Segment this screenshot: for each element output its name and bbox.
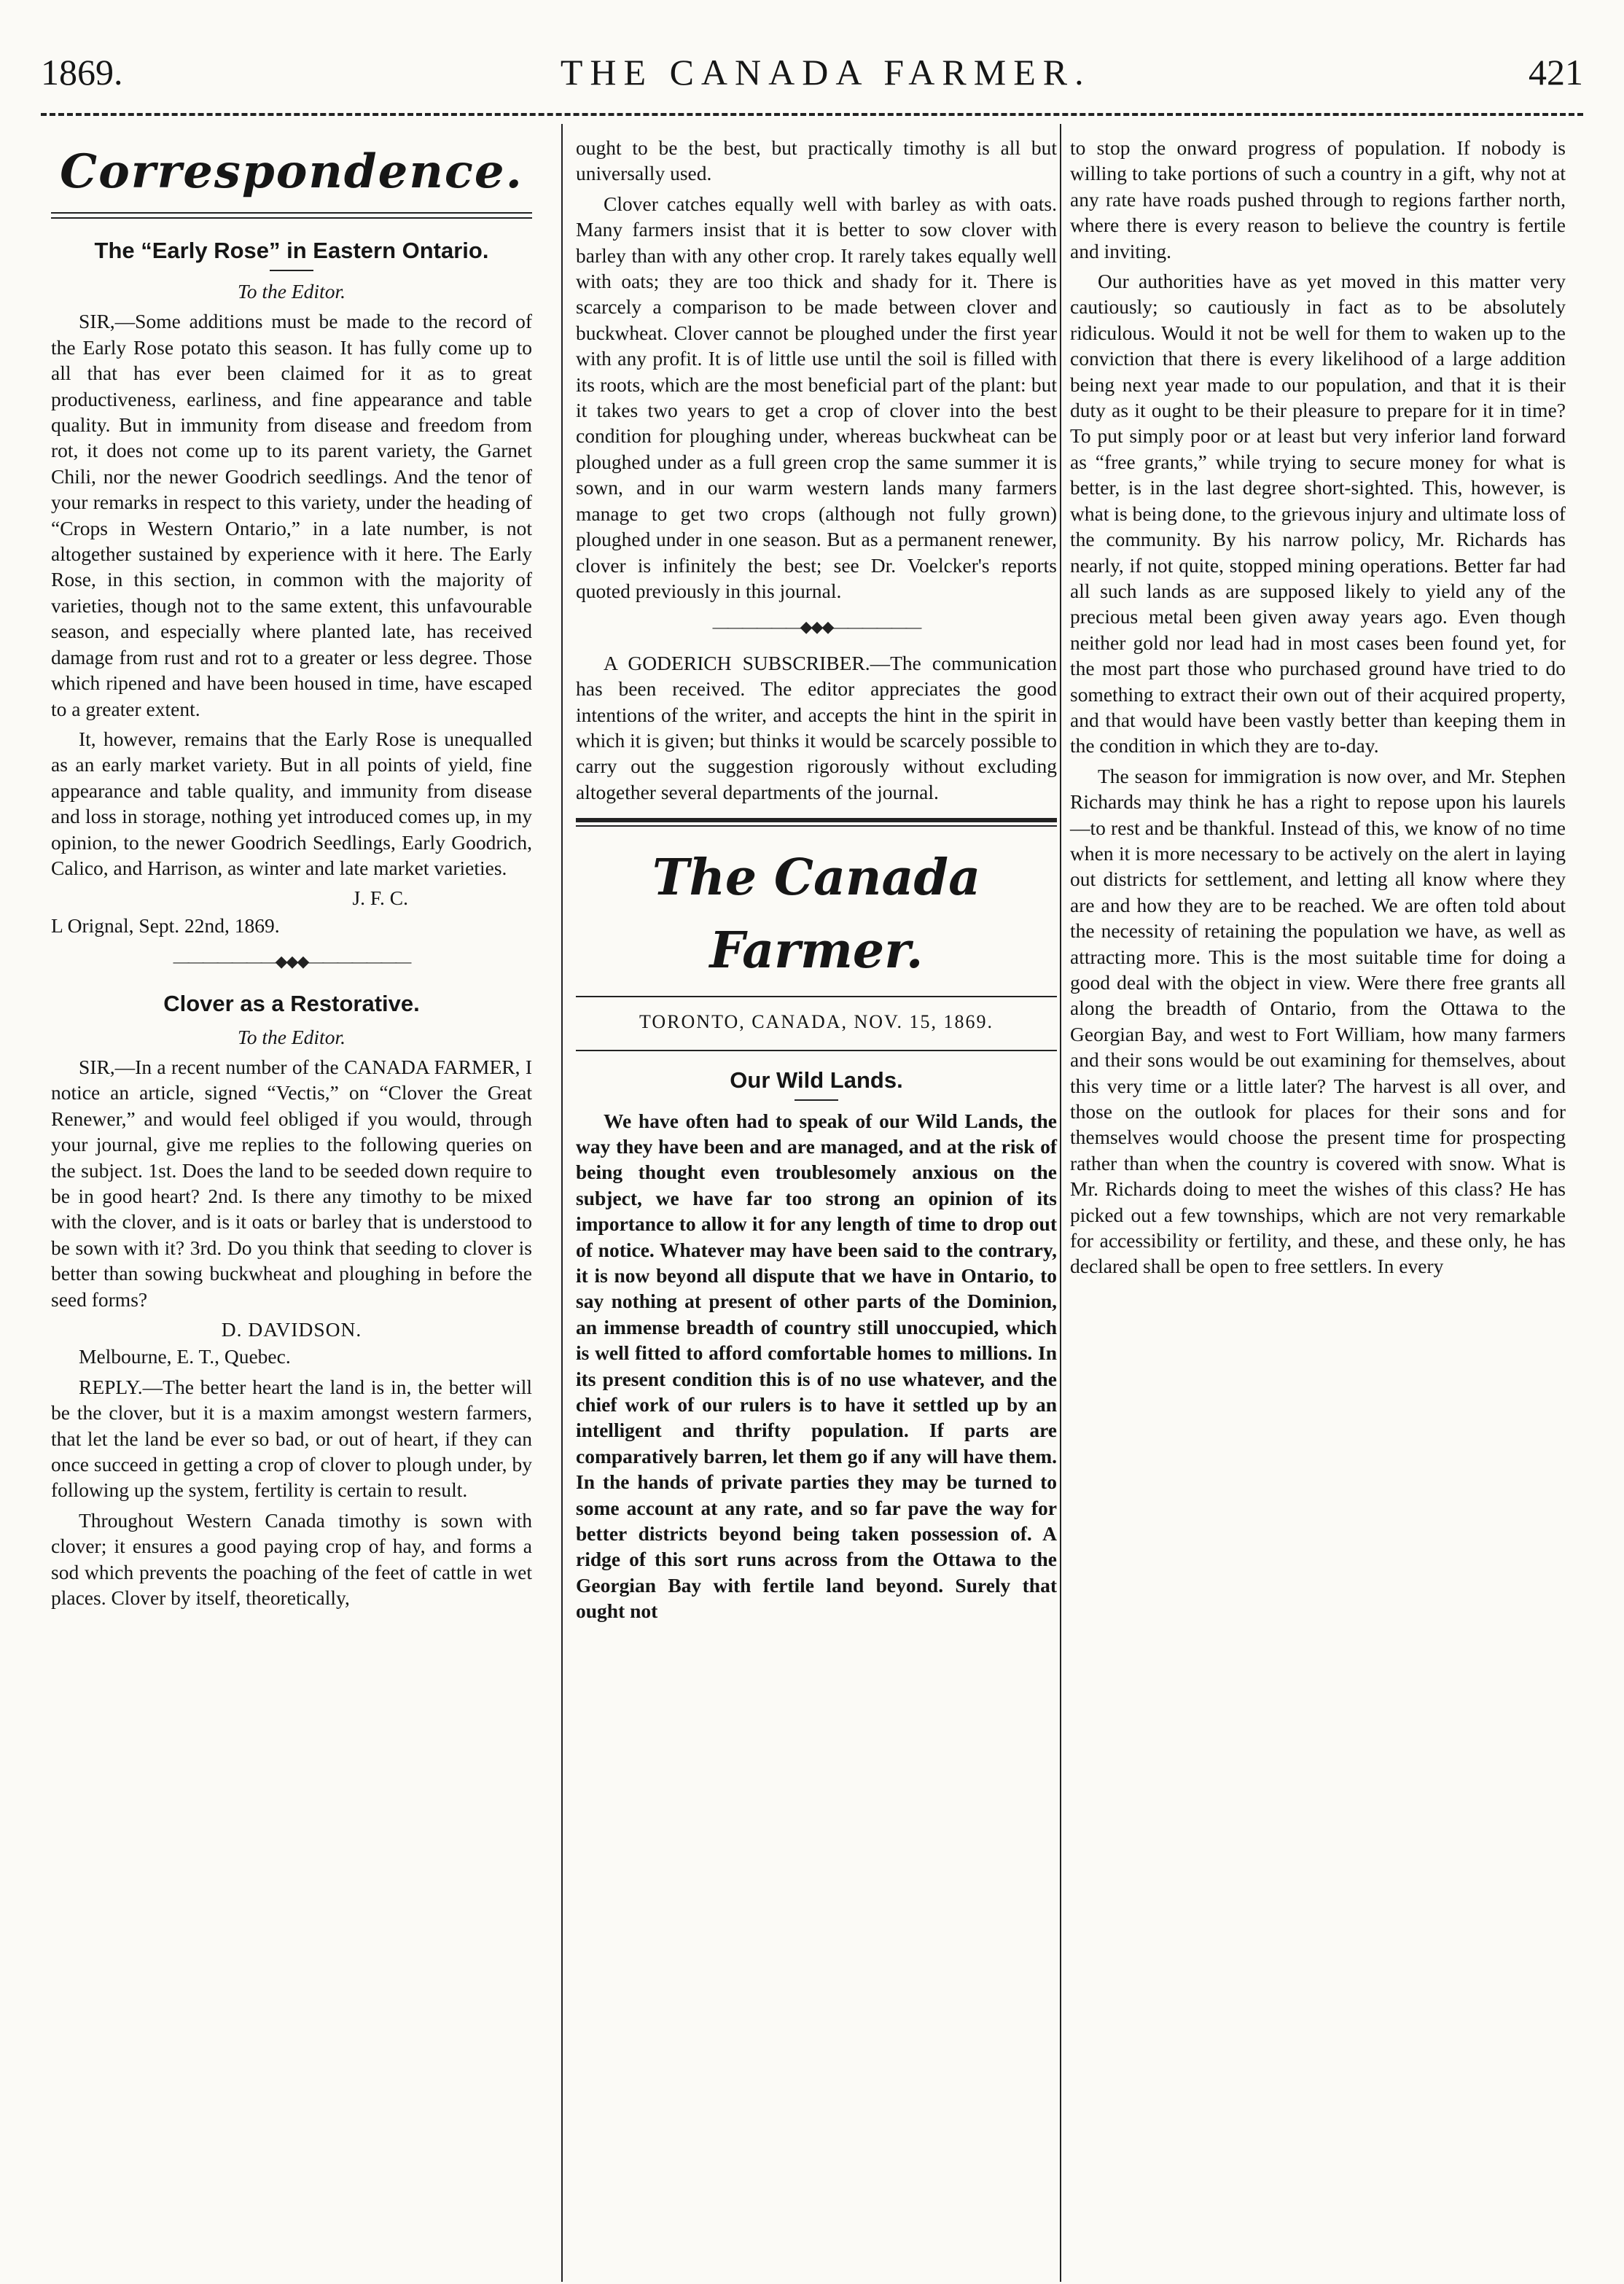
section-rule [51,212,532,219]
paragraph: to stop the onward progress of population. If nobody is willing to take portions of such a country in a gift, why not at any rate have roads pushed through to regions farther north, where there is every reason to believe the country is fertile and inviting. [1070,136,1566,262]
column-3 [1070,135,1566,1284]
salutation: To the Editor. [238,1025,346,1048]
paragraph: REPLY.—The better heart the land is in, the better will be the clover, but it is a maxim amongst western farmers, that let the land be ever so bad, or out of heart, if they can once succeed in getting a crop of clover to plough under, by following up the system, fertility is certain to result. [51,1375,532,1502]
masthead-rule [576,818,1057,827]
column-1 [51,135,532,1615]
paragraph: It, however, remains that the Early Rose is unequalled as an early market variety. But in all points of yield, fine appearance and table quality, and immunity from disease and loss in storage, nothing yet introduced comes up, in my opinion, to the newer Goodrich Seedlings, Early Goodrich, Calico, and Harrison, as winter and late market varieties. [51,727,532,879]
title-dash [270,270,313,271]
paragraph: We have often had to speak of our Wild Lands, the way they have been and are managed, and at the risk of being thought even troublesomely anxious on the subject, we have far too strong an opinion of its importance to allow it for any length of time to drop out of notice. Whatever may have been said to the contrary, it is now beyond all dispute that we have in Ontario, to say nothing at present of other parts of the Dominion, an immense breadth of country still unoccupied, which is well fitted to afford comfortable homes to millions. In its present condition this is of no use whatever, and the chief work of our rulers is to have it settled up by an intelligent and thrifty population. If parts are comparatively barren, let them go if any will have them. In the hands of private parties they may be turned to some account at any rate, and so far pave the way for better districts beyond being taken possession of. A ridge of this sort runs across from the Ottawa to the Georgian Bay with fertile land beyond. Surely that ought not [576,1109,1057,1623]
article-title: The “Early Rose” in Eastern Ontario. [94,238,489,263]
column-divider [561,124,563,2282]
masthead: The Canada Farmer. [652,849,981,981]
article-title: Clover as a Restorative. [163,990,420,1016]
column-divider [1060,124,1061,2282]
column-2 [576,135,1057,1629]
section-ornament: ―――――――◆◆◆――――――― [173,952,410,971]
header-rule [41,113,1583,116]
paragraph: Throughout Western Canada timothy is sown with clover; it ensures a good paying crop of hay, and forms a sod which prevents the poaching of the feet of cattle in wet places. Clover by itself, theoretically, [51,1508,532,1610]
notice-paragraph: A GODERICH SUBSCRIBER.—The communication has been received. The editor appreciates the good intentions of the writer, and accepts the hint in the spirit in which it is given; but thinks it would be scarcely possible to carry out the suggestion rigorously without excluding altogether several departments of the journal. [576,651,1057,803]
running-head-page-number: 421 [1528,52,1583,93]
masthead-rule [576,996,1057,997]
dateline: L Orignal, Sept. 22nd, 1869. [51,913,280,937]
paragraph: SIR,—In a recent number of the CANADA FARMER, I notice an article, signed “Vectis,” on “Clover the Great Renewer,” and would feel obliged if you would, through your journal, give me replies to the following queries on the subject. 1st. Does the land to be seeded down require to be in good heart? 2nd. Is there any timothy to be mixed with the clover, and is it oats or barley that is understood to be sown with it? 3rd. Do you think that seeding to clover is better than sowing buckwheat and ploughing in before the seed forms? [51,1055,532,1311]
address: Melbourne, E. T., Quebec. [79,1345,291,1368]
article-title: Our Wild Lands. [730,1067,903,1093]
salutation: To the Editor. [238,280,346,303]
section-title: Correspondence. [60,144,523,199]
masthead-rule [576,1050,1057,1051]
running-head-title: THE CANADA FARMER. [560,52,1091,93]
paragraph: Clover catches equally well with barley as with oats. Many farmers insist that it is better to sow clover with barley than with any other crop. It rarely takes equally well with oats; they are too thick and shady for it. There is scarcely a comparison to be made between clover and buckwheat. Clover cannot be ploughed under the first year with any profit. It is of little use until the soil is filled with its roots, which are the most beneficial part of the plant: but it takes two years to get a crop of clover into the best condition for ploughing under, whereas buckwheat can be ploughed under as a full green crop the same summer it is sown, and in our warm western lands many farmers manage to get two crops (although not fully grown) ploughed under in one season. But as a permanent renewer, clover is infinitely the best; see Dr. Voelcker's reports quoted previously in this journal. [576,192,1057,602]
running-head-year: 1869. [41,52,123,93]
paragraph: SIR,—Some additions must be made to the record of the Early Rose potato this season. It has fully come up to all that has ever been claimed for it as to great productiveness, earliness, and fine appearance and table quality. But in immunity from disease and freedom from rot, it does not come up to its parent variety, the Garnet Chili, nor the newer Goodrich seedlings. And the tenor of your remarks in respect to this variety, under the heading of “Crops in Western Ontario,” in a late number, is not altogether sustained by experience with it here. The Early Rose, in this section, in common with the majority of varieties, though not to the same extent, this unfavourable season, and especially where planted late, has received damage from rust and rot to a greater or less degree. Those which ripened and have been housed in time, have escaped to a greater extent. [51,310,532,720]
signature: D. DAVIDSON. [221,1318,362,1341]
signature: J. F. C. [352,886,408,910]
paragraph: Our authorities have as yet moved in this matter very cautiously; so cautiously in fact as to be absolutely ridiculous. Would it not be well for them to waken up to the conviction that there is every likelihood of a large addition being next year made to our population, and that it is their duty as it ought to be their pleasure to prepare for it in time? To put simply poor or at least but very inferior land forward as “free grants,” while trying to secure money for what is better, is in the last degree short-sighted. This, however, is what is being done, to the grievous injury and ultimate loss of the community. By his narrow policy, Mr. Richards has nearly, if not quite, stopped mining operations. Better far had all such lands as are supposed likely to yield any of the precious metal been given away years ago. Even though neither gold nor lead had in most cases been found yet, for the most part those who purchased ground have tried to do something to extract their own out of their acquired property, and that would have been vastly better than keeping them in the condition in which they are to-day. [1070,270,1566,757]
issue-dateline: TORONTO, CANADA, NOV. 15, 1869. [639,1011,993,1033]
running-head [41,51,1583,109]
paragraph: The season for immigration is now over, and Mr. Stephen Richards may think he has a right to repose upon his laurels—to rest and be thankful. Instead of this, we know of no time when it is more necessary to be actively on the alert in laying out districts for settlement, and letting all know where they are and how they are to be reached. We are often told about the necessity of retaining the population we have, as well as attracting more. This is the most suitable time for doing a good deal with the object in view. Were there free grants all along the breadth of Ontario, from the Ottawa to the Georgian Bay, and west to Fort William, how many farmers and their sons would be out examining for themselves, about this very time or a little later? The harvest is all over, and those on the outlook for places for their sons and for themselves would choose the present time for prospecting rather than when the country is covered with snow. What is Mr. Richards doing to meet the wishes of this class? He has picked out a few townships, which are not very remarkable for accessibility or fertility, and these, and these only, he has declared shall be open to free settlers. In every [1070,764,1566,1278]
section-ornament: ――――――◆◆◆―――――― [712,617,921,636]
title-dash [795,1099,838,1101]
paragraph: ought to be the best, but practically timothy is all but universally used. [576,136,1057,185]
